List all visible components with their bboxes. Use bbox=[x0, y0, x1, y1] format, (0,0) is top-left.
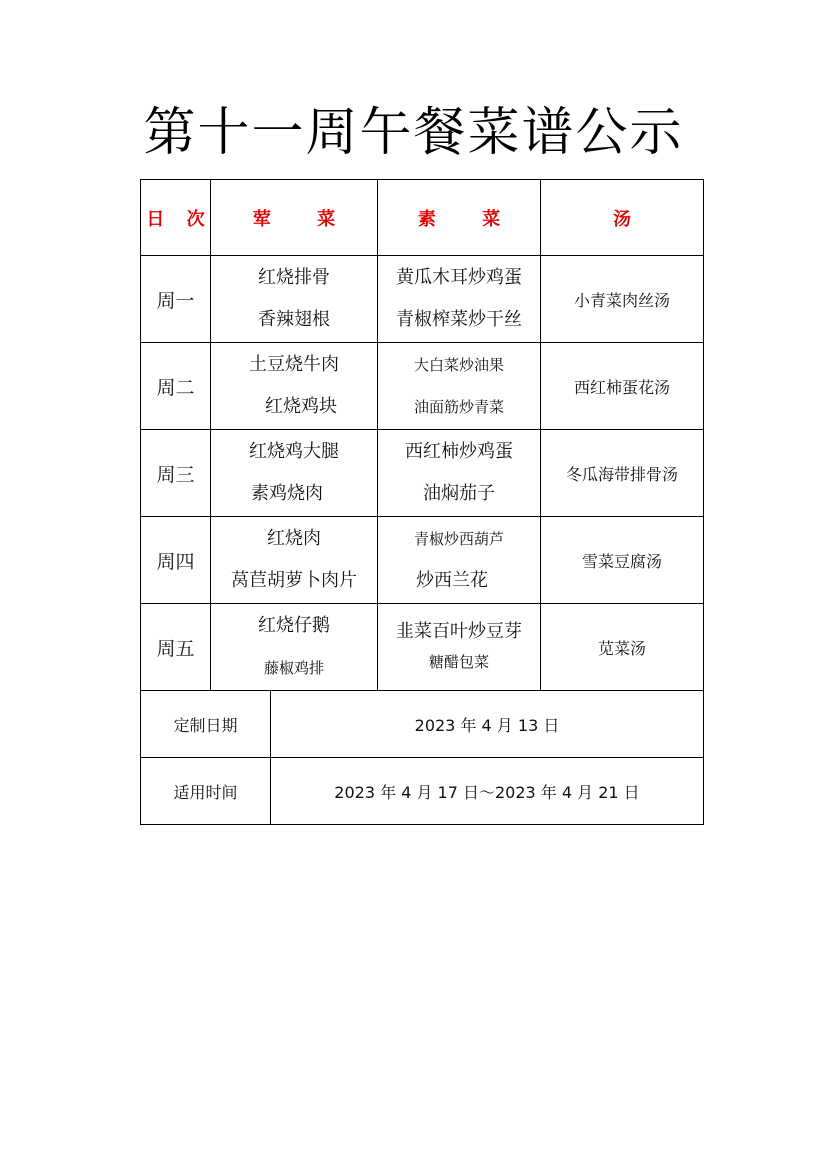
period-label: 适用时间 bbox=[141, 758, 271, 825]
meat-cell bbox=[211, 430, 378, 517]
soup-cell: 苋菜汤 bbox=[541, 604, 704, 691]
day-cell: 周二 bbox=[141, 343, 211, 430]
meat-dish: 香辣翅根 bbox=[258, 309, 330, 330]
period-value: 2023 年 4 月 17 日～2023 年 4 月 21 日 bbox=[271, 758, 704, 825]
day-cell: 周一 bbox=[141, 256, 211, 343]
meat-dish: 红烧仔鹅 bbox=[258, 615, 330, 636]
soup-cell: 西红柿蛋花汤 bbox=[541, 343, 704, 430]
veg-dish: 大白菜炒油果 bbox=[413, 356, 504, 374]
page-title: 第十一周午餐菜谱公示 bbox=[143, 103, 684, 163]
soup-cell: 小青菜肉丝汤 bbox=[541, 256, 704, 343]
veg-cell bbox=[378, 517, 541, 604]
day-cell: 周三 bbox=[141, 430, 211, 517]
made-date-label: 定制日期 bbox=[141, 691, 271, 758]
header-soup: 汤 bbox=[541, 180, 704, 256]
meat-dish: 红烧鸡块 bbox=[265, 396, 337, 417]
day-cell: 周五 bbox=[141, 604, 211, 691]
header-veg: 素 菜 bbox=[378, 180, 541, 256]
veg-dish: 炒西兰花 bbox=[416, 570, 488, 591]
table-row bbox=[141, 604, 704, 691]
veg-dish: 黄瓜木耳炒鸡蛋 bbox=[396, 267, 522, 288]
meat-dish: 土豆烧牛肉 bbox=[249, 354, 339, 375]
soup-cell: 雪菜豆腐汤 bbox=[541, 517, 704, 604]
veg-dish: 油面筋炒青菜 bbox=[413, 398, 504, 416]
meat-dish: 红烧鸡大腿 bbox=[249, 441, 339, 462]
veg-cell bbox=[378, 256, 541, 343]
period-row bbox=[141, 758, 704, 825]
day-cell: 周四 bbox=[141, 517, 211, 604]
made-date-value: 2023 年 4 月 13 日 bbox=[271, 691, 704, 758]
meat-dish: 素鸡烧肉 bbox=[251, 483, 323, 504]
veg-dish: 青椒炒西葫芦 bbox=[413, 530, 504, 548]
veg-cell bbox=[378, 430, 541, 517]
veg-dish: 糖醋包菜 bbox=[428, 653, 489, 671]
meat-dish: 红烧排骨 bbox=[258, 267, 330, 288]
header-day: 日 次 bbox=[141, 180, 211, 256]
meat-dish: 红烧肉 bbox=[267, 528, 321, 549]
menu-table bbox=[140, 179, 704, 825]
meat-cell bbox=[211, 604, 378, 691]
meat-cell bbox=[211, 343, 378, 430]
made-date-row bbox=[141, 691, 704, 758]
veg-dish: 韭菜百叶炒豆芽 bbox=[396, 621, 522, 642]
header-meat: 荤 菜 bbox=[211, 180, 378, 256]
soup-cell: 冬瓜海带排骨汤 bbox=[541, 430, 704, 517]
table-row bbox=[141, 430, 704, 517]
veg-cell bbox=[378, 604, 541, 691]
veg-dish: 青椒榨菜炒干丝 bbox=[396, 309, 522, 330]
table-row bbox=[141, 343, 704, 430]
table-row bbox=[141, 517, 704, 604]
meat-cell bbox=[211, 517, 378, 604]
veg-dish: 油焖茄子 bbox=[423, 483, 495, 504]
meat-cell bbox=[211, 256, 378, 343]
meat-dish: 藤椒鸡排 bbox=[263, 659, 324, 677]
veg-cell bbox=[378, 343, 541, 430]
meat-dish: 莴苣胡萝卜肉片 bbox=[231, 570, 357, 591]
table-row bbox=[141, 256, 704, 343]
veg-dish: 西红柿炒鸡蛋 bbox=[405, 441, 513, 462]
header-row bbox=[141, 180, 704, 256]
